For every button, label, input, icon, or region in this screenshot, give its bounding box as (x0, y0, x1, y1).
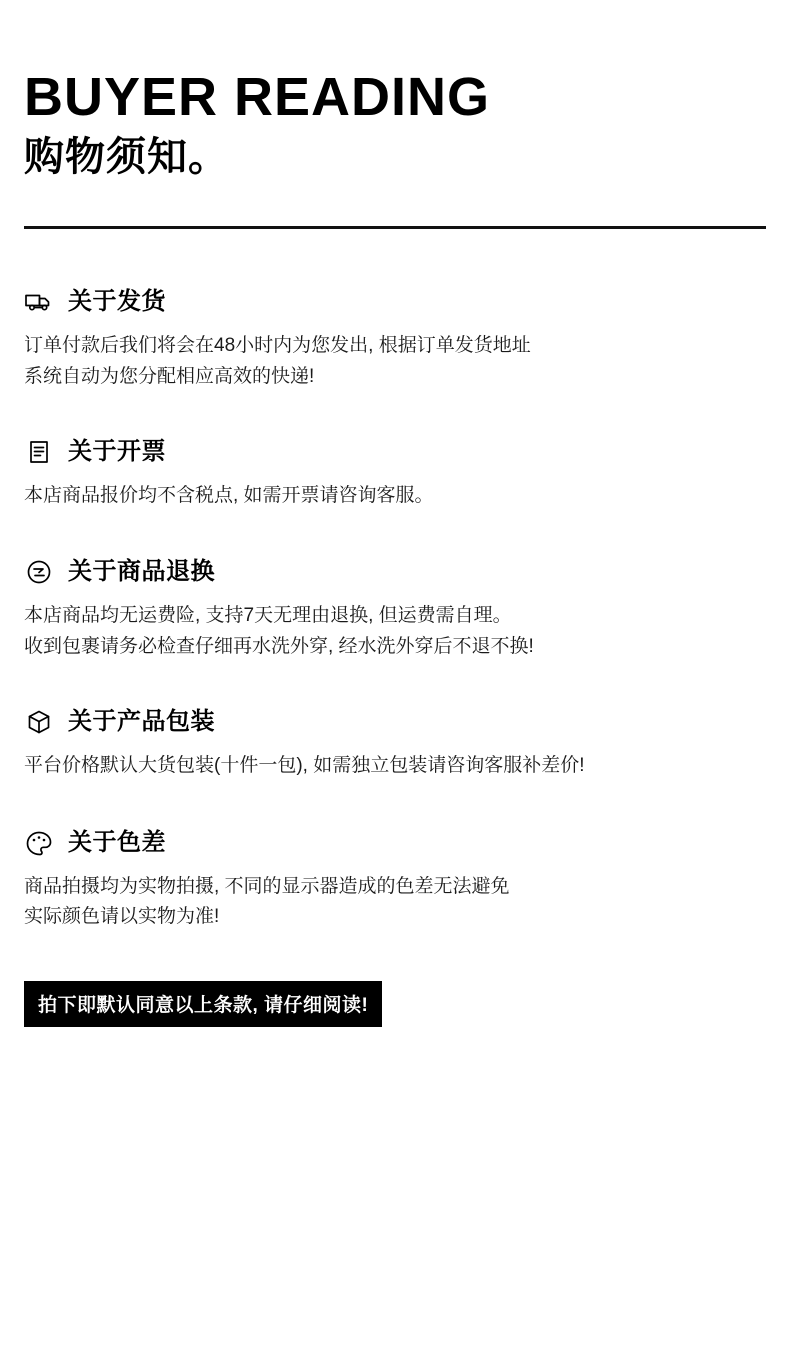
section-return-line-1: 本店商品均无运费险, 支持7天无理由退换, 但运费需自理。 (24, 605, 512, 627)
notice-sections (24, 287, 766, 933)
section-shipping-title: 关于发货 (68, 288, 166, 315)
color-palette-icon (24, 828, 54, 858)
section-color (24, 828, 766, 934)
section-package (24, 707, 766, 782)
return-exchange-icon (24, 557, 54, 587)
header-divider (24, 226, 766, 229)
section-invoice-header (24, 437, 766, 467)
section-color-body (24, 872, 766, 934)
section-return-body (24, 601, 766, 663)
section-return-header (24, 557, 766, 587)
section-return (24, 557, 766, 663)
section-invoice-body (24, 481, 766, 512)
section-shipping-line-1: 订单付款后我们将会在48小时内为您发出, 根据订单发货地址 (24, 335, 531, 356)
section-invoice-title: 关于开票 (68, 437, 166, 465)
page-header (24, 0, 766, 229)
page-title-chinese: 购物须知。 (24, 135, 229, 179)
section-package-title: 关于产品包装 (68, 707, 215, 735)
invoice-document-icon (24, 437, 54, 467)
section-return-line-2: 收到包裹请务必检查仔细再水洗外穿, 经水洗外穿后不退不换! (24, 636, 534, 658)
section-package-body (24, 751, 766, 782)
delivery-truck-icon (24, 287, 54, 317)
section-color-header (24, 828, 766, 858)
section-shipping-body (24, 331, 766, 393)
section-return-title: 关于商品退换 (68, 558, 215, 586)
page-title-english: BUYER READING (24, 67, 491, 127)
section-package-header (24, 707, 766, 737)
agreement-badge: 拍下即默认同意以上条款, 请仔细阅读! (24, 981, 382, 1027)
section-color-line-2: 实际颜色请以实物为准! (24, 906, 220, 928)
section-shipping-line-2: 系统自动为您分配相应高效的快递! (24, 365, 315, 387)
section-package-line-1: 平台价格默认大货包装(十件一包), 如需独立包装请咨询客服补差价! (24, 754, 585, 776)
section-shipping (24, 287, 766, 393)
section-color-title: 关于色差 (68, 828, 166, 856)
package-box-icon (24, 707, 54, 737)
section-shipping-header (24, 287, 766, 317)
section-invoice (24, 437, 766, 512)
section-invoice-line-1: 本店商品报价均不含税点, 如需开票请咨询客服。 (24, 484, 434, 506)
section-color-line-1: 商品拍摄均为实物拍摄, 不同的显示器造成的色差无法避免 (24, 875, 510, 897)
